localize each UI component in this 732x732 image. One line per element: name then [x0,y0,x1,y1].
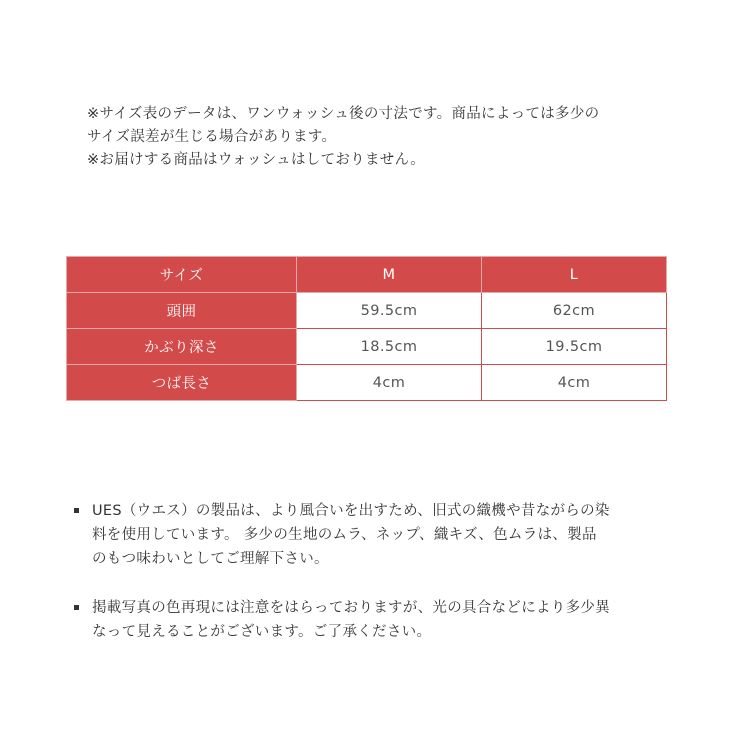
header-l: L [482,257,667,293]
square-bullet-icon [74,508,79,513]
row-label: かぶり深さ [67,329,297,365]
table-header-row [67,257,667,293]
cell-m: 4cm [297,365,482,401]
list-item-line: 料を使用しています。 多少の生地のムラ、ネップ、織キズ、色ムラは、製品 [92,527,597,543]
note-line: サイズ誤差が生じる場合があります。 [87,129,337,145]
table-row [67,329,667,365]
list-item-line: のもつ味わいとしてご理解下さい。 [92,551,329,567]
cell-l: 4cm [482,365,667,401]
cell-m: 18.5cm [297,329,482,365]
list-item-line: UES（ウエス）の製品は、より風合いを出すため、旧式の織機や昔ながらの染 [92,503,610,519]
note-line: ※お届けする商品はウォッシュはしておりません。 [87,152,426,168]
size-notes [87,103,687,172]
square-bullet-icon [74,605,79,610]
table-row [67,293,667,329]
list-item-line: なって見えることがございます。ご了承ください。 [92,624,432,640]
list-item-line: 掲載写真の色再現には注意をはらっておりますが、光の具合などにより多少異 [92,600,610,616]
product-notes-list [74,499,674,644]
cell-l: 19.5cm [482,329,667,365]
cell-l: 62cm [482,293,667,329]
cell-m: 59.5cm [297,293,482,329]
table-row [67,365,667,401]
row-label: 頭囲 [67,293,297,329]
list-item [74,596,674,644]
size-table [66,256,667,401]
list-item [74,499,674,571]
header-m: M [297,257,482,293]
note-line: ※サイズ表のデータは、ワンウォッシュ後の寸法です。商品によっては多少の [87,106,600,122]
header-size: サイズ [67,257,297,293]
row-label: つば長さ [67,365,297,401]
